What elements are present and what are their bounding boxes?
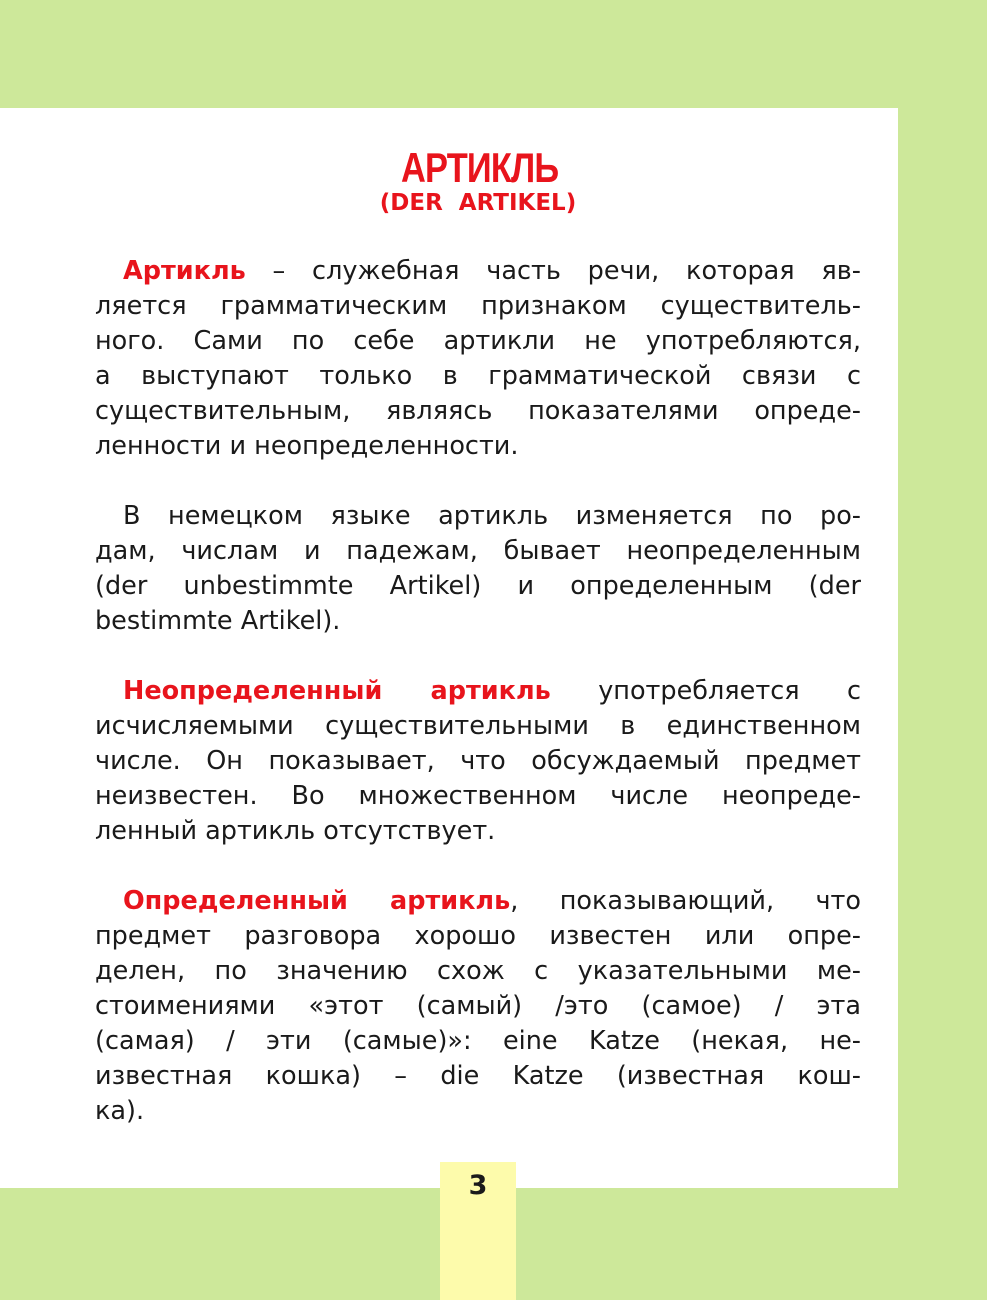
line-text: (самая) / эти (самые)»: eine Katze (некая, не-	[95, 1026, 861, 1056]
text-line	[95, 429, 861, 464]
page-number: 3	[468, 1170, 488, 1201]
line-text: ленности и неопределенности.	[95, 431, 519, 461]
line-text: – служебная часть речи, которая яв-	[245, 256, 861, 286]
paragraph	[95, 254, 861, 464]
page-sheet	[0, 108, 898, 1188]
paragraph	[95, 884, 861, 1129]
text-line	[95, 1024, 861, 1059]
line-text: неизвестен. Во множественном числе неопреде-	[95, 781, 861, 811]
text-line	[95, 324, 861, 359]
text-line	[95, 954, 861, 989]
article-body	[95, 254, 861, 1164]
text-line	[95, 919, 861, 954]
text-line	[95, 604, 861, 639]
text-line	[95, 1094, 861, 1129]
text-line	[95, 569, 861, 604]
text-line	[95, 289, 861, 324]
text-line	[95, 254, 861, 289]
highlighted-term: Неопределенный артикль	[123, 676, 551, 706]
page-subtitle: (DER ARTIKEL)	[379, 190, 577, 216]
text-line	[95, 359, 861, 394]
line-text: стоимениями «этот (самый) /это (самое) / эта	[95, 991, 861, 1021]
text-line	[95, 674, 861, 709]
line-text: дам, числам и падежам, бывает неопределенным	[95, 536, 861, 566]
line-text: числе. Он показывает, что обсуждаемый предмет	[95, 746, 861, 776]
line-text: , показывающий, что	[510, 886, 861, 916]
line-text: делен, по значению схож с указательными ме-	[95, 956, 861, 986]
line-text: существительным, являясь показателями опреде-	[95, 396, 861, 426]
line-text: В немецком языке артикль изменяется по ро-	[123, 501, 861, 531]
line-text: ного. Сами по себе артикли не употребляются,	[95, 326, 861, 356]
text-line	[95, 534, 861, 569]
highlighted-term: Артикль	[123, 256, 246, 286]
paragraph	[95, 499, 861, 639]
text-line	[95, 499, 861, 534]
line-text: ленный артикль отсутствует.	[95, 816, 496, 846]
line-text: bestimmte Artikel).	[95, 606, 341, 636]
line-text: употребляется с	[550, 676, 861, 706]
line-text: известная кошка) – die Katze (известная кош-	[95, 1061, 861, 1091]
text-line	[95, 779, 861, 814]
text-line	[95, 394, 861, 429]
text-line	[95, 744, 861, 779]
text-line	[95, 884, 861, 919]
line-text: ка).	[95, 1096, 145, 1126]
page-title: АРТИКЛЬ	[400, 144, 559, 191]
paragraph	[95, 674, 861, 849]
line-text: исчисляемыми существительными в единственном	[95, 711, 861, 741]
text-line	[95, 1059, 861, 1094]
line-text: ляется грамматическим признаком существитель-	[95, 291, 861, 321]
text-line	[95, 989, 861, 1024]
line-text: а выступают только в грамматической связи с	[95, 361, 861, 391]
line-text: (der unbestimmte Artikel) и определенным (der	[95, 571, 861, 601]
text-line	[95, 709, 861, 744]
line-text: предмет разговора хорошо известен или опре-	[95, 921, 861, 951]
text-line	[95, 814, 861, 849]
highlighted-term: Определенный артикль	[123, 886, 511, 916]
